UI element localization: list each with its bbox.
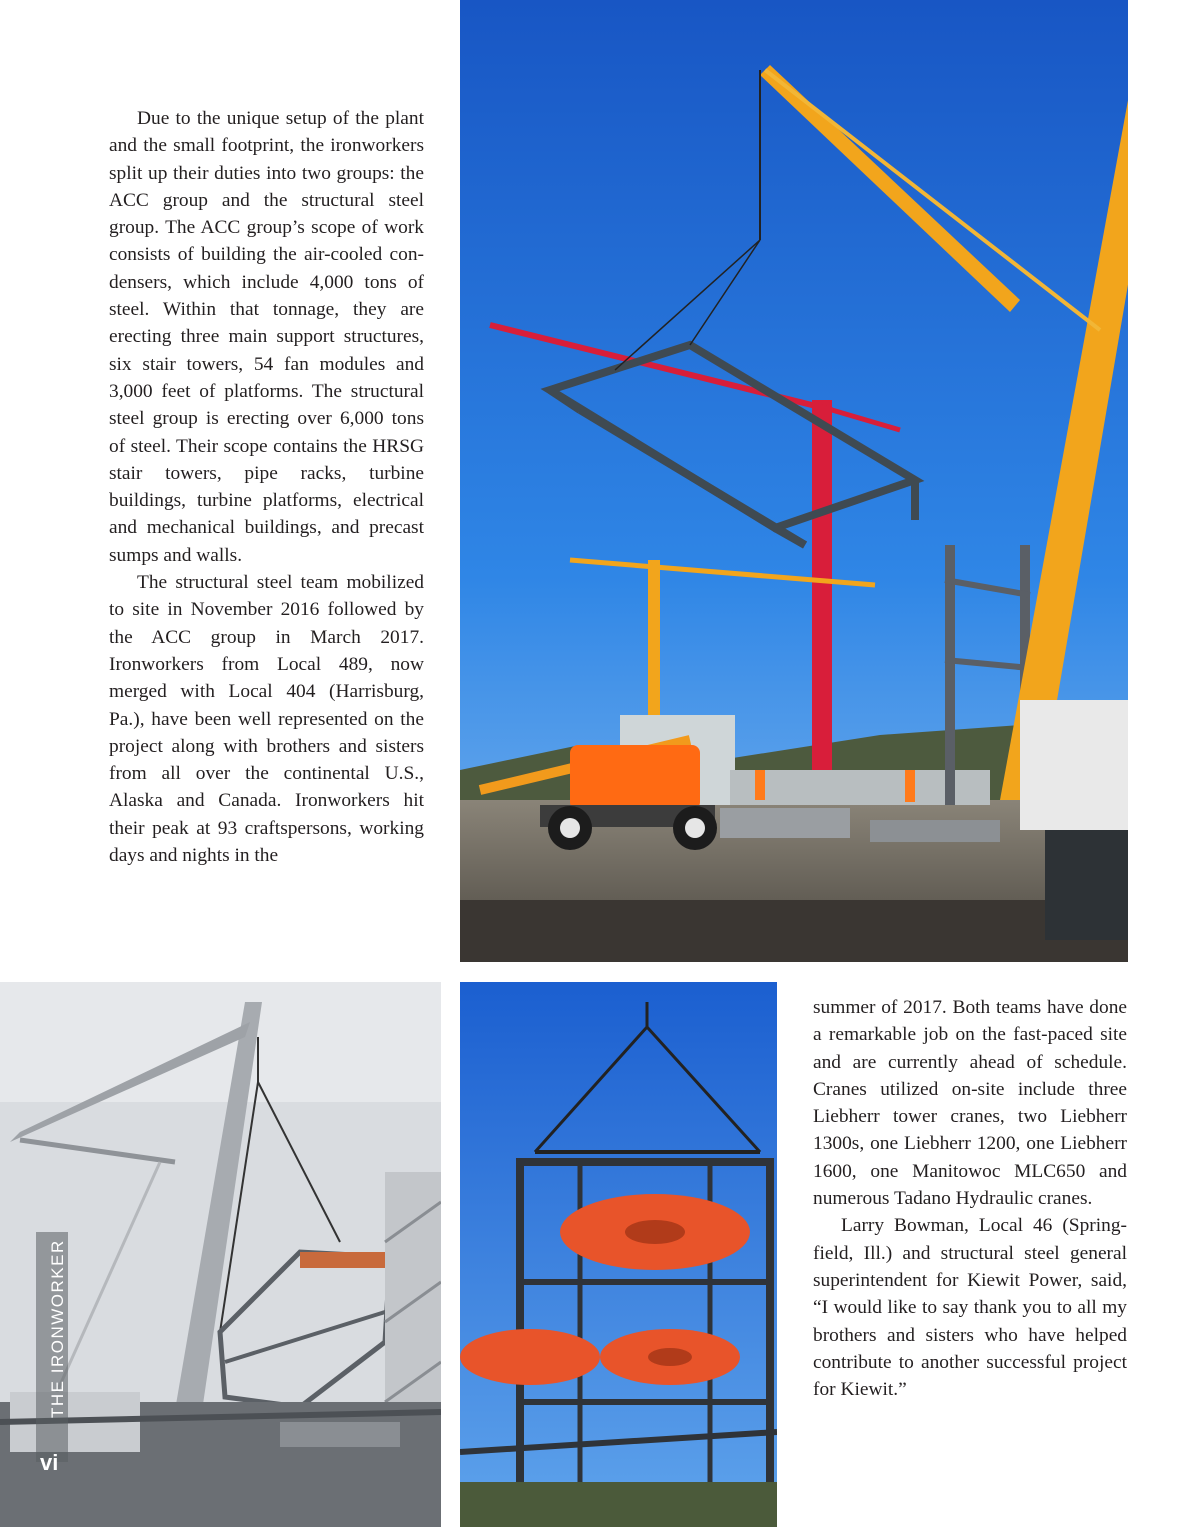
- page-number: vi: [40, 1450, 59, 1475]
- photo-fan-module-lift: [460, 982, 777, 1527]
- fan-module-photo: [460, 982, 777, 1527]
- construction-site-photo: [460, 0, 1128, 962]
- running-head: THE IRONWORKER: [48, 1239, 67, 1418]
- article-column-1: [109, 105, 424, 869]
- photo-crane-lifting-truss: [460, 0, 1128, 962]
- paragraph: summer of 2017. Both teams have done a remarkable job on the fast-paced site and are currently ahead of schedule. Cranes utilized on-site include three Liebherr tower cranes, two Liebherr 1300s, one Liebherr 1200, one Liebherr 1600, one Manitowoc MLC650 and numerous Tadano Hydraulic cranes.: [813, 997, 1127, 1210]
- paragraph: Due to the unique setup of the plant and the small footprint, the ironworkers split up their duties into two groups: the ACC group and the structural steel group. The ACC group’s scope of work consists of building the air-cooled condensers, which include 4,000 tons of steel. Within that tonnage, they are erecting three main support structures, six stair towers, 54 fan modules and 3,000 feet of platforms. The structural steel group is erecting over 6,000 tons of steel. Their scope contains the HRSG stair towers, pipe racks, turbine buildings, turbine platforms, electrical and mechanical buildings, and precast sumps and walls.: [109, 108, 424, 566]
- paragraph: Larry Bowman, Local 46 (Springfield, Ill.) and structural steel general superintendent for Kiewit Power, said, “I would like to say thank you to all my brothers and sisters who have helped contribute to another successful project for Kiewit.”: [813, 1215, 1127, 1401]
- paragraph: The structural steel team mobilized to site in November 2016 followed by the ACC group in March 2017. Ironworkers from Local 489, now merged with Local 404 (Harrisburg, Pa.), have been well represented on the project along with brothers and sisters from all over the continental U.S., Alaska and Canada. Ironworkers hit their peak at 93 craftspersons, working days and nights in the: [109, 572, 424, 867]
- article-column-2: [813, 994, 1127, 1403]
